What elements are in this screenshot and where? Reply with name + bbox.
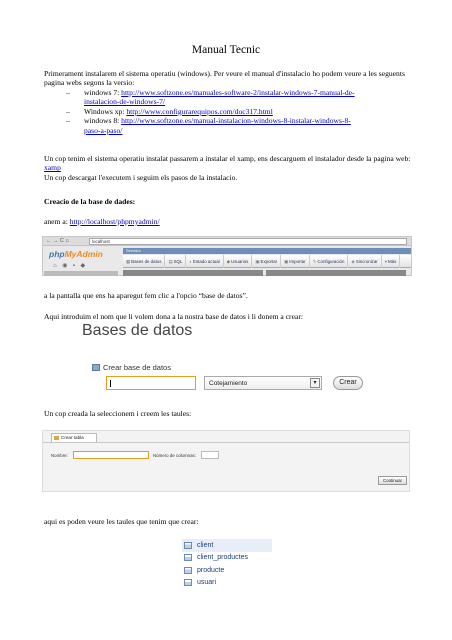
link-prefix: Windows xp: — [84, 106, 127, 116]
windows-links-list — [66, 88, 416, 135]
logo-toolbar-icons[interactable]: ⌂ ◉ ▪ ◆ — [53, 263, 88, 269]
browser-nav-icons[interactable]: ← → C ⌂ — [46, 238, 69, 244]
windows8-link-continued[interactable]: paso-a-paso/ — [84, 125, 123, 135]
nombre-label: Nombre: — [51, 453, 68, 458]
bullet-dash: – — [66, 116, 70, 126]
sub-panel — [266, 270, 406, 276]
tab-label: Estado actual — [193, 258, 220, 264]
chevron-down-icon: ▾ — [310, 378, 320, 388]
crear-base-heading — [92, 363, 171, 372]
sub-panel — [123, 270, 263, 276]
pma-tab-bar — [123, 255, 411, 268]
tab-bases-de-datos[interactable] — [123, 255, 165, 268]
anem-paragraph — [44, 217, 416, 226]
aqui2-paragraph: aqui es poden veure les taules que tenim que crear: — [44, 517, 199, 526]
tab-configuracion[interactable] — [310, 255, 349, 268]
page-title: Manual Tecnic — [191, 44, 261, 56]
xamp-text-2: Un cop descargat l'executem i seguim els pasos de la instalacio. — [44, 172, 238, 182]
tab-label: Configuración — [317, 258, 345, 264]
xamp-paragraph — [44, 154, 416, 182]
list-item[interactable] — [182, 539, 272, 552]
tab-label: Bases de datos — [131, 258, 162, 264]
list-item[interactable] — [182, 552, 272, 565]
link-prefix: windows 7: — [84, 88, 122, 97]
list-item[interactable] — [182, 577, 272, 590]
logo-php: php — [49, 249, 65, 259]
divider — [43, 442, 409, 443]
bullet-dash: – — [66, 88, 70, 97]
tables-list — [182, 539, 272, 593]
xamp-text: Un cop tenim el sistema operatiu instalat passarem a instalar el xamp, ens descarguem el instalador desde la pagina web: — [44, 154, 411, 163]
tab-label: Importar — [289, 258, 306, 264]
table-name: client_productes — [197, 554, 248, 562]
pantalla-paragraph: a la pantalla que ens ha aparegut fem clic a l'opcio “base de datos”. — [44, 291, 248, 300]
address-field[interactable]: localhost — [89, 238, 407, 245]
collation-select[interactable] — [204, 376, 322, 390]
bases-de-datos-screenshot — [80, 322, 380, 397]
table-name: client — [197, 541, 214, 549]
table-icon — [184, 554, 192, 561]
anem-prefix: anem a: — [44, 217, 70, 226]
tab-label: Usuarios — [231, 258, 249, 264]
tab-mas[interactable] — [382, 255, 401, 268]
import-icon: ▣ — [284, 258, 289, 264]
link-prefix: windows 8: — [84, 116, 122, 126]
breadcrumb[interactable]: Servidor — [123, 248, 411, 254]
left-panel-bar — [44, 271, 118, 276]
crear-tabla-tab[interactable]: Crear tabla — [51, 433, 97, 442]
list-item — [66, 88, 416, 107]
chevron-down-icon: ▾ — [384, 258, 387, 264]
phpmyadmin-screenshot — [42, 236, 412, 276]
crear-tabla-screenshot — [42, 430, 410, 492]
uncop-paragraph: Un cop creada la seleccionem i creem les taules: — [44, 409, 192, 418]
continuar-button[interactable]: Continuar — [378, 476, 407, 485]
sub-panels — [123, 270, 411, 276]
table-name: producte — [197, 566, 225, 574]
table-icon — [184, 579, 192, 586]
tab-sincronizar[interactable] — [348, 255, 381, 268]
bases-de-datos-heading: Bases de datos — [82, 322, 193, 339]
columnas-label: Número de columnas: — [153, 453, 196, 458]
phpmyadmin-logo — [49, 249, 103, 259]
tab-sql[interactable] — [165, 255, 186, 268]
database-icon — [92, 364, 100, 371]
xamp-link[interactable]: xamp — [44, 163, 61, 173]
crear-base-label: Crear base de datos — [103, 363, 171, 372]
tab-label: Exportar — [260, 258, 278, 264]
phpmyadmin-link[interactable]: http://localhost/phpmyadmin/ — [69, 217, 160, 226]
windowsxp-link[interactable]: http://www.configurarequipos.com/doc317.html — [126, 106, 273, 116]
bullet-dash: – — [66, 106, 70, 116]
browser-bar — [43, 237, 411, 246]
users-icon: ◆ — [226, 258, 231, 264]
aqui-paragraph: Aqui introduim el nom que li volem dona a la nostra base de datos i li donem a crear: — [44, 312, 303, 321]
tab-usuarios[interactable] — [224, 255, 253, 268]
sql-icon: ▤ — [168, 258, 173, 264]
windows7-link[interactable]: http://www.softzone.es/manuales-software-2/instalar-windows-7-manual-de- — [121, 88, 355, 97]
list-item[interactable] — [182, 564, 272, 577]
windows8-link[interactable]: http://www.softzone.es/manual-instalacion-windows-8-instalar-windows-8- — [121, 116, 351, 126]
table-name: usuari — [197, 579, 217, 587]
tab-label: Sincronizar — [355, 258, 378, 264]
table-name-input[interactable] — [73, 451, 149, 459]
wrench-icon: ✎ — [312, 258, 317, 264]
status-icon: ◐ — [189, 258, 193, 264]
crear-button[interactable]: Crear — [333, 376, 363, 390]
section-heading: Creacio de la base de dades: — [44, 197, 136, 206]
columns-input[interactable] — [201, 451, 219, 459]
table-icon — [184, 567, 192, 574]
table-icon — [184, 542, 192, 549]
logo-myadmin: MyAdmin — [64, 249, 103, 259]
tab-estado-actual[interactable] — [186, 255, 223, 268]
database-name-input[interactable] — [106, 376, 196, 390]
database-icon: ▦ — [126, 258, 131, 264]
windows7-link-continued[interactable]: instalacion-de-windows-7/ — [84, 97, 165, 107]
list-item — [66, 107, 416, 116]
tab-exportar[interactable] — [252, 255, 281, 268]
tab-importar[interactable] — [281, 255, 310, 268]
export-icon: ▣ — [255, 258, 260, 264]
list-item — [66, 116, 416, 135]
tab-label: Más — [388, 258, 397, 264]
collation-value: Cotejamiento — [209, 380, 248, 387]
intro-paragraph: Primerament instalarem el sistema operatiu (windows). Per veure el manual d'instalacio ho podem veure a les seguents pagina webs segons la versio: — [44, 69, 405, 88]
sync-icon: ◈ — [351, 258, 355, 264]
tab-label: SQL — [173, 258, 183, 264]
